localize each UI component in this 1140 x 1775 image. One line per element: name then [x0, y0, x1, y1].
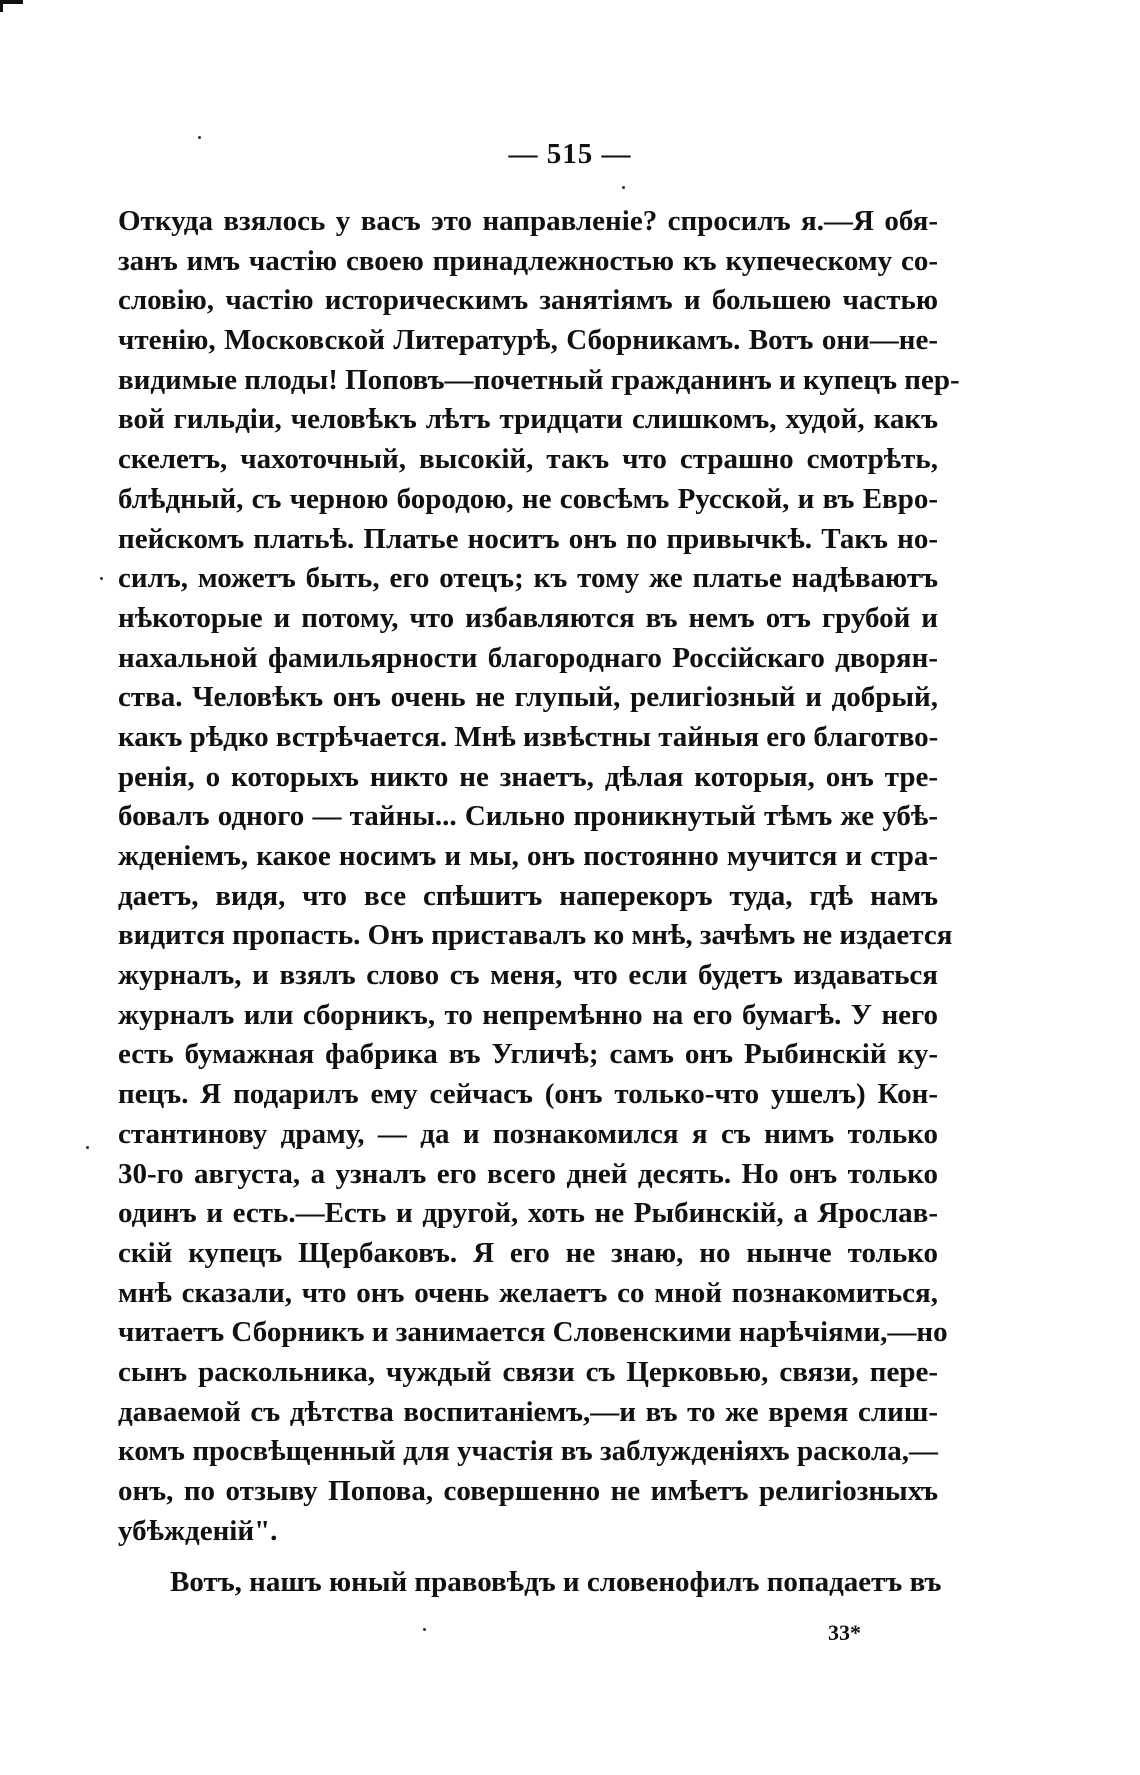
scan-speck	[86, 1146, 89, 1149]
text-line: есть бумажная фабрика въ Угличѣ; самъ онъ Рыбинскій ку-	[118, 1038, 938, 1071]
scan-speck	[622, 186, 625, 189]
text-line: сынъ раскольника, чуждый связи съ Церковью, связи, пере-	[118, 1355, 938, 1388]
text-line: какъ рѣдко встрѣчается. Мнѣ извѣстны тайныя его благотво-	[118, 720, 939, 753]
paragraph-gap	[118, 1551, 938, 1563]
text-line: стантинову драму, — да и познакомился я съ нимъ только	[118, 1117, 938, 1150]
text-line: чтенію, Московской Литературѣ, Сборникамъ. Вотъ они—не-	[118, 324, 938, 357]
text-line: нѣкоторые и потому, что избавляются въ немъ отъ грубой и	[118, 601, 938, 634]
signature-mark: 33*	[828, 1620, 861, 1645]
text-line: ства. Человѣкъ онъ очень не глупый, религіозный и добрый,	[118, 681, 938, 714]
text-line: комъ просвѣщенный для участія въ заблужденіяхъ раскола,—	[118, 1435, 938, 1468]
scan-speck	[198, 136, 201, 139]
text-line: вой гильдіи, человѣкъ лѣтъ тридцати слишкомъ, худой, какъ	[118, 403, 938, 436]
text-line: Откуда взялось у васъ это направленіе? спросилъ я.—Я обя-	[118, 205, 938, 237]
text-line: видится пропасть. Онъ приставалъ ко мнѣ, зачѣмъ не издается	[118, 919, 953, 952]
text-line: даваемой съ дѣтства воспитаніемъ,—и въ то же время слиш-	[118, 1395, 938, 1428]
text-line: Вотъ, нашъ юный правовѣдъ и словенофилъ попадаетъ въ	[170, 1566, 942, 1599]
scan-speck	[100, 577, 103, 580]
text-line: ренія, о которыхъ никто не знаетъ, дѣлая которыя, онъ тре-	[118, 760, 938, 793]
text-line: пецъ. Я подарилъ ему сейчасъ (онъ только-что ушелъ) Кон-	[118, 1078, 938, 1111]
scan-speck	[423, 1628, 426, 1631]
text-line: читаетъ Сборникъ и занимается Словенскими нарѣчіями,—но	[118, 1316, 948, 1349]
text-line: жденіемъ, какое носимъ и мы, онъ постоянно мучится и стра-	[118, 840, 938, 872]
text-line: одинъ и есть.—Есть и другой, хоть не Рыбинскій, а Ярослав-	[118, 1197, 938, 1230]
text-line: убѣжденій".	[118, 1514, 278, 1547]
text-line: мнѣ сказали, что онъ очень желаетъ со мной познакомиться,	[118, 1276, 938, 1309]
text-line: скелетъ, чахоточный, высокій, такъ что страшно смотрѣть,	[118, 443, 938, 476]
text-line: 30-го августа, а узналъ его всего дней десять. Но онъ только	[118, 1157, 938, 1190]
text-line: скій купецъ Щербаковъ. Я его не знаю, но нынче только	[118, 1236, 938, 1269]
scan-corner-mark	[0, 0, 23, 12]
page-number: — 515 —	[508, 138, 632, 170]
text-line: блѣдный, съ черною бородою, не совсѣмъ Русской, и въ Евро-	[118, 482, 938, 515]
text-line: журналъ или сборникъ, то непремѣнно на его бумагѣ. У него	[118, 998, 938, 1031]
text-line: видимые плоды! Поповъ—почетный гражданинъ и купецъ пер-	[118, 363, 960, 396]
text-line: пейскомъ платьѣ. Платье носитъ онъ по привычкѣ. Такъ но-	[118, 522, 938, 555]
text-line: силъ, можетъ быть, его отецъ; къ тому же платье надѣваютъ	[118, 562, 938, 595]
text-line: нахальной фамильярности благороднаго Россійскаго дворян-	[118, 641, 938, 674]
text-line: бовалъ одного — тайны... Сильно проникнутый тѣмъ же убѣ-	[118, 800, 938, 833]
text-line: даетъ, видя, что все спѣшитъ наперекоръ туда, гдѣ намъ	[118, 879, 938, 912]
text-line: словію, частію историческимъ занятіямъ и большею частью	[118, 284, 938, 317]
body-text	[118, 202, 960, 1603]
text-line: занъ имъ частію своею принадлежностью къ купеческому со-	[118, 244, 938, 277]
text-line: журналъ, и взялъ слово съ меня, что если будетъ издаваться	[118, 959, 938, 992]
text-line: онъ, по отзыву Попова, совершенно не имѣетъ религіозныхъ	[118, 1475, 938, 1507]
